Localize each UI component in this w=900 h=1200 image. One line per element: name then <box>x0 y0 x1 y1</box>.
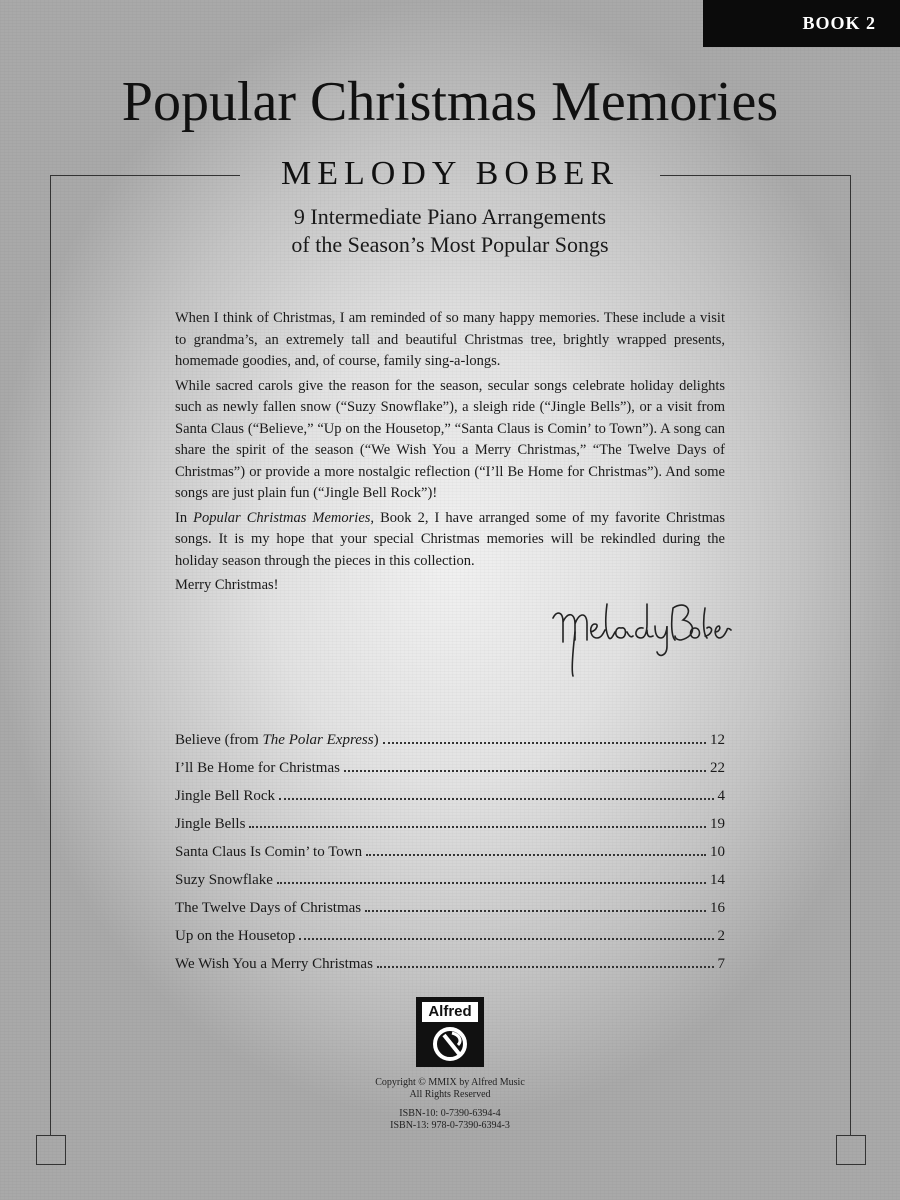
toc-leader-dots <box>344 770 706 772</box>
frame-corner-bottom-left <box>36 1135 66 1165</box>
subtitle <box>0 203 900 259</box>
frame-rule-left <box>50 175 51 1135</box>
toc-leader-dots <box>383 742 706 744</box>
book-label-tab <box>703 0 900 47</box>
isbn-block <box>0 1108 900 1132</box>
toc-title-text: Believe (from <box>175 732 263 748</box>
copyright-notice <box>0 1077 900 1101</box>
toc-row <box>175 872 725 900</box>
toc-row <box>175 900 725 928</box>
toc-title: Jingle Bells <box>175 816 246 832</box>
toc-title: We Wish You a Merry Christmas <box>175 956 373 972</box>
frame-rule-right <box>850 175 851 1135</box>
table-of-contents <box>175 732 725 984</box>
toc-leader-dots <box>365 910 706 912</box>
toc-row <box>175 928 725 956</box>
toc-row <box>175 816 725 844</box>
intro-paragraph-1: When I think of Christmas, I am reminded of so many happy memories. These include a visit to grandma’s, an extremely tall and beautiful Christmas tree, brightly wrapped presents, homemade goodies, and, of course, family sing-a-longs. <box>175 310 725 369</box>
toc-title-italic: The Polar Express <box>262 732 374 748</box>
toc-page-number: 12 <box>710 732 725 748</box>
toc-leader-dots <box>249 826 706 828</box>
toc-title: The Twelve Days of Christmas <box>175 900 362 916</box>
author-name: MELODY BOBER <box>280 155 620 192</box>
toc-page-number: 22 <box>710 760 725 776</box>
toc-page-number: 19 <box>710 816 725 832</box>
toc-title: Santa Claus Is Comin’ to Town <box>175 844 363 860</box>
intro-p3-rest: Book 2, I have arranged some of my favorite Christmas songs. It is my hope that your special Christmas memories will be rekindled during the holiday season through the pieces in this collection. <box>175 509 725 569</box>
toc-title <box>175 732 379 749</box>
toc-page-number: 10 <box>710 844 725 860</box>
toc-title: Up on the Housetop <box>175 928 296 944</box>
intro-paragraph-2: While sacred carols give the reason for the season, secular songs celebrate holiday delights such as newly fallen snow (“Suzy Snowflake”), a sleigh ride (“Jingle Bells”), or a visit from Santa Claus (“Believe,” “Up on the Housetop,” “Santa Claus is Comin’ to Town”). A song can share the spirit of the season (“We Wish You a Merry Christmas,” “The Twelve Days of Christmas”) or provide a more nostalgic reflection (“I’ll Be Home for Christmas”). And some songs are just plain fun (“Jingle Bell Rock”)! <box>175 377 725 501</box>
toc-title: Jingle Bell Rock <box>175 788 275 804</box>
copyright-line-1: Copyright © MMIX by Alfred Music <box>375 1077 525 1088</box>
copyright-line-2: All Rights Reserved <box>409 1089 491 1100</box>
toc-page-number: 16 <box>710 900 725 916</box>
toc-page-number: 2 <box>717 928 725 944</box>
isbn-10: ISBN-10: 0-7390-6394-4 <box>399 1108 501 1119</box>
toc-leader-dots <box>366 854 706 856</box>
signature <box>545 590 735 680</box>
logo-text: Alfred <box>422 1002 478 1022</box>
toc-title: Suzy Snowflake <box>175 872 273 888</box>
music-note-logo-icon <box>422 1025 478 1063</box>
toc-leader-dots <box>377 966 714 968</box>
toc-title: I’ll Be Home for Christmas <box>175 760 340 776</box>
toc-page-number: 7 <box>717 956 725 972</box>
toc-leader-dots <box>279 798 714 800</box>
subtitle-line-1: 9 Intermediate Piano Arrangements <box>293 204 607 229</box>
toc-row <box>175 760 725 788</box>
toc-title-suffix: ) <box>373 732 379 748</box>
alfred-logo <box>416 997 484 1067</box>
intro-p3-book-title: Popular Christmas Memories, <box>193 509 375 526</box>
toc-page-number: 4 <box>717 788 725 804</box>
intro-paragraph-3 <box>175 508 725 573</box>
toc-leader-dots <box>277 882 706 884</box>
toc-page-number: 14 <box>710 872 725 888</box>
toc-row <box>175 956 725 984</box>
intro-closing: Merry Christmas! <box>175 577 279 593</box>
introduction <box>175 308 725 600</box>
toc-row <box>175 788 725 816</box>
toc-row <box>175 732 725 760</box>
book-label: BOOK 2 <box>802 13 876 33</box>
toc-row <box>175 844 725 872</box>
page-title: Popular Christmas Memories <box>121 71 779 133</box>
subtitle-line-2: of the Season’s Most Popular Songs <box>291 232 609 257</box>
isbn-13: ISBN-13: 978-0-7390-6394-3 <box>390 1120 510 1131</box>
toc-leader-dots <box>299 938 713 940</box>
intro-p3-lead: In <box>175 509 194 526</box>
frame-corner-bottom-right <box>836 1135 866 1165</box>
